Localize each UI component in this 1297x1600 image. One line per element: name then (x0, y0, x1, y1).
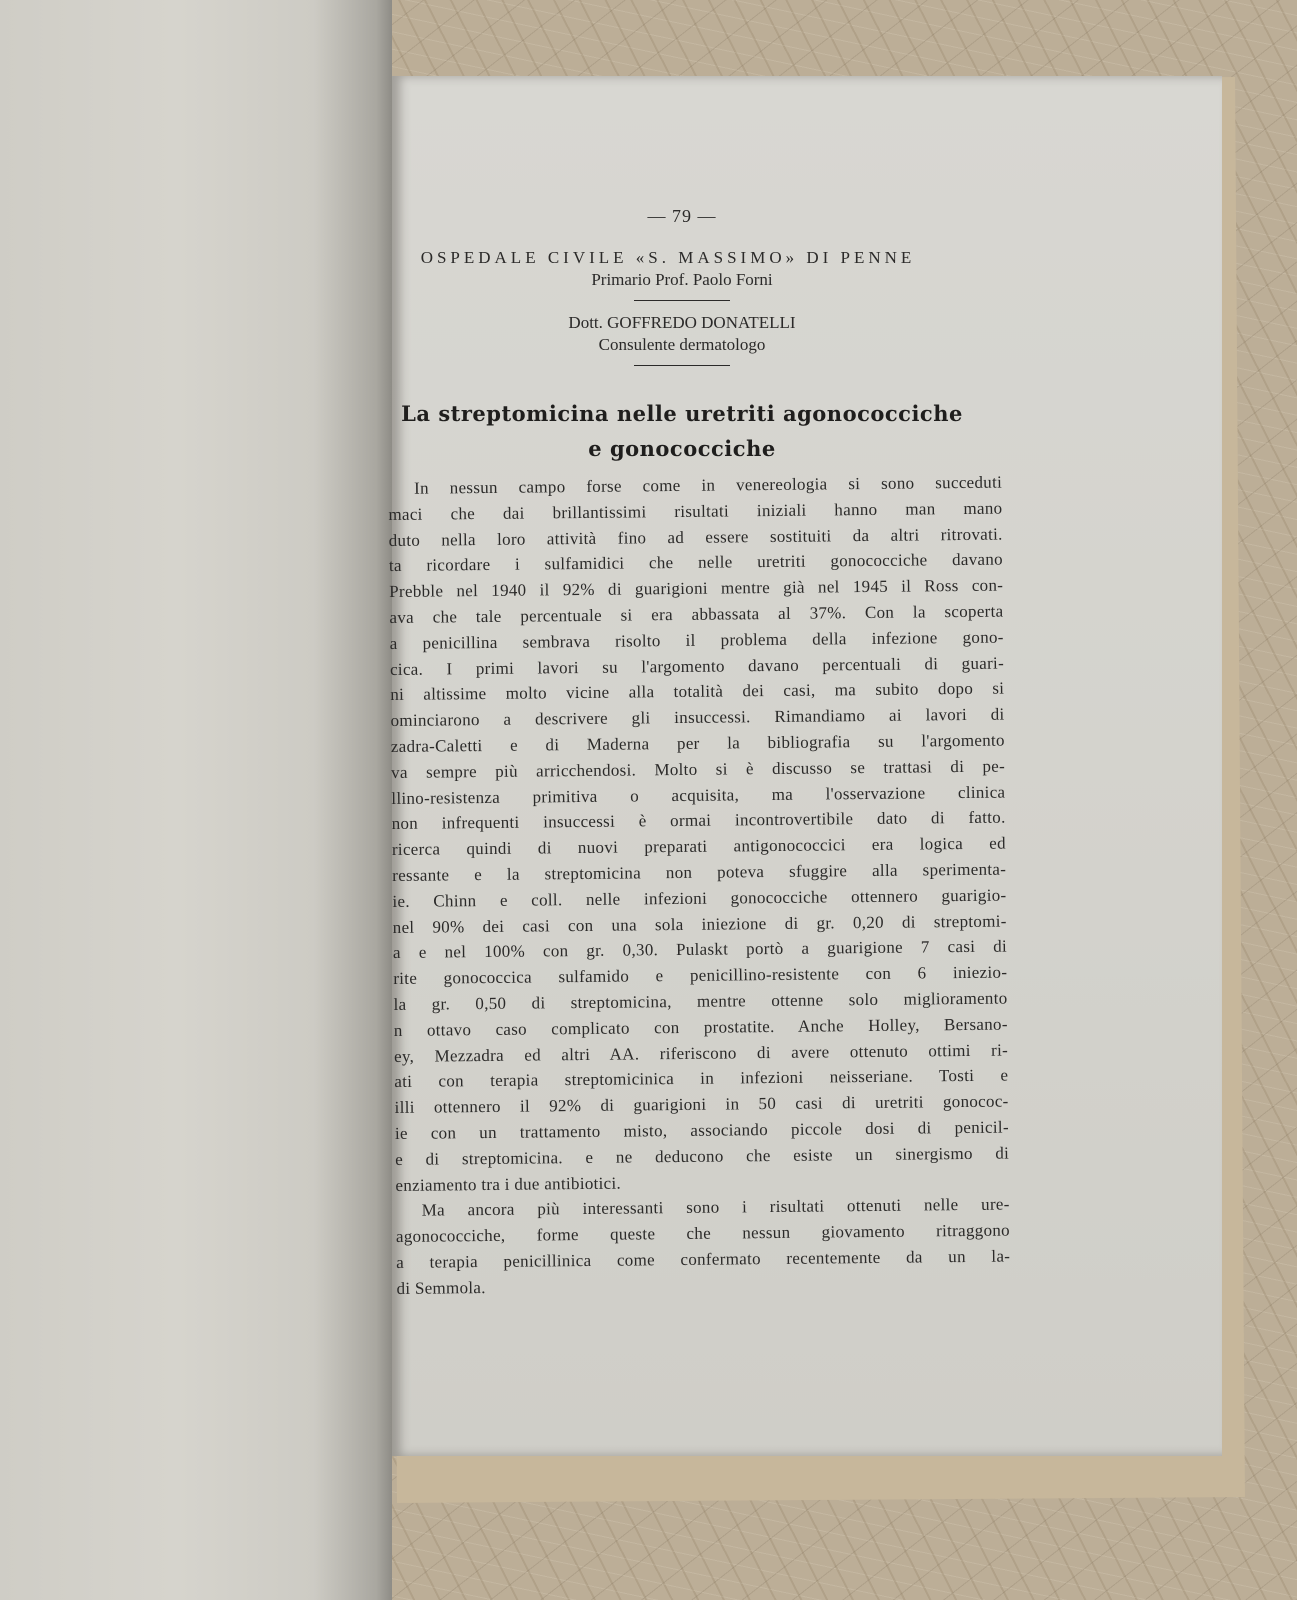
article-title (392, 396, 972, 466)
hospital-name: OSPEDALE CIVILE «S. MASSIMO» DI PENNE (420, 248, 916, 267)
text-line: Prebble nel 1940 il 92% di guarigioni mentre già nel 1945 il Ross con- (389, 575, 1004, 602)
article-body (388, 470, 1011, 1302)
text-line: ie con un trattamento misto, associando piccole dosi di penicil- (394, 1117, 1009, 1143)
text-line: cica. I primi lavori su l'argomento davano percentuali di guari- (389, 653, 1005, 679)
text-line: ey, Mezzadra ed altri AA. riferiscono di avere ottenuto ottimi ri- (393, 1040, 1009, 1066)
left-page (0, 0, 392, 1600)
text-line: n ottavo caso complicato con prostatite. Anche Holley, Bersano- (393, 1014, 1008, 1040)
text-line: ricerca quindi di nuovi preparati antigonococcici era logica ed (391, 833, 1006, 860)
title-line-1: La streptomicina nelle uretriti agonococciche (401, 401, 963, 426)
text-line: e di streptomicina. e ne deducono che esiste un sinergismo di (395, 1143, 1010, 1169)
text-line: ominciarono a descrivere gli insuccessi. Rimandiamo ai lavori di (390, 704, 1005, 731)
primario-line: Primario Prof. Paolo Forni (591, 270, 773, 289)
text-line: agonococciche, forme queste che nessun giovamento ritraggono (395, 1220, 1011, 1247)
author-name: Dott. GOFFREDO DONATELLI (568, 313, 796, 332)
text-line: di Semmola. (396, 1277, 486, 1298)
text-line: non infrequenti insuccessi è ormai incontrovertibile dato di fatto. (391, 807, 1006, 834)
divider (634, 365, 730, 366)
text-line: la gr. 0,50 di streptomicina, mentre ottenne solo miglioramento (393, 988, 1008, 1014)
text-line: a e nel 100% con gr. 0,30. Pulaskt portò a guarigione 7 casi di (392, 936, 1008, 963)
text-line: Ma ancora più interessanti sono i risultati ottenuti nelle ure- (421, 1194, 1010, 1220)
text-line: zadra-Caletti e di Maderna per la bibliografia su l'argomento (390, 730, 1005, 756)
text-line: llino-resistenza primitiva o acquisita, ma l'osservazione clinica (391, 782, 1006, 808)
text-line: ni altissime molto vicine alla totalità dei casi, ma subito dopo si (390, 678, 1005, 705)
text-line: va sempre più arricchendosi. Molto si è discusso se trattasi di pe- (391, 756, 1006, 782)
text-line: nel 90% dei casi con una sola iniezione di gr. 0,20 di streptomi- (392, 911, 1007, 937)
text-line: ta ricordare i sulfamidici che nelle uretriti gonococciche davano (388, 549, 1004, 576)
text-line: rite gonococcica sulfamido e penicillino-resistente con 6 iniezio- (393, 962, 1008, 989)
text-line: ressante e la streptomicina non poteva sfuggire alla sperimenta- (392, 859, 1007, 885)
text-line: illi ottennero il 92% di guarigioni in 50 casi di uretriti gonococ- (394, 1091, 1009, 1118)
text-line: a terapia penicillinica come confermato recentemente da un la- (396, 1246, 1011, 1272)
text-line: ie. Chinn e coll. nelle infezioni gonococciche ottennero guarigio- (392, 885, 1007, 911)
text-line: ati con terapia streptomicinica in infezioni neisseriane. Tosti e (394, 1065, 1009, 1092)
text-line: maci che dai brillantissimi risultati iniziali hanno man mano (388, 498, 1003, 524)
right-page (388, 76, 1222, 1456)
author-role: Consulente dermatologo (598, 335, 766, 354)
text-line: In nessun campo forse come in venereologia si sono succeduti (414, 472, 1003, 498)
divider (634, 300, 730, 301)
article-header (392, 248, 972, 378)
page-number: — 79 — (647, 206, 717, 226)
text-line: duto nella loro attività fino ad essere sostituiti da altri ritrovati. (388, 524, 1003, 550)
title-line-2: e gonococciche (588, 436, 776, 461)
text-line: a penicillina sembrava risolto il problema della infezione gono- (389, 627, 1004, 653)
text-line: enziamento tra i due antibiotici. (395, 1173, 622, 1195)
text-line: ava che tale percentuale si era abbassata al 37%. Con la scoperta (389, 601, 1004, 627)
